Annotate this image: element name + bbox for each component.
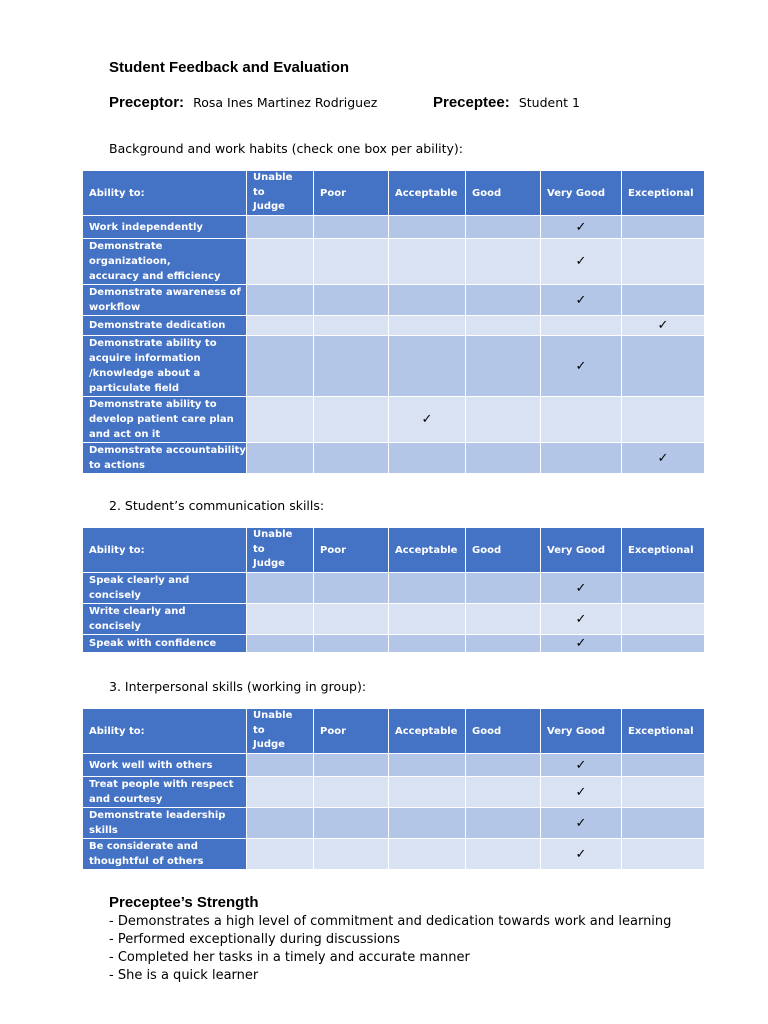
column-header-unable-to-judge [247, 171, 314, 216]
rating-cell-very-good[interactable] [541, 604, 622, 635]
preceptee-name: Student 1 [518, 95, 580, 110]
rating-cell-exceptional[interactable] [622, 336, 705, 397]
column-header-poor: Poor [314, 528, 389, 573]
header-line: to [253, 724, 265, 736]
table-row [83, 754, 705, 777]
rating-cell-exceptional[interactable] [622, 443, 705, 474]
ability-label-line: Be considerate and [89, 841, 198, 852]
table-row [83, 397, 705, 443]
rating-cell-very-good[interactable] [541, 808, 622, 839]
rating-cell-exceptional[interactable] [622, 216, 705, 239]
ability-label-line: Demonstrate accountability [89, 445, 246, 456]
check-mark-icon: ✓ [575, 580, 587, 596]
ability-label [83, 754, 247, 777]
table-row [83, 336, 705, 397]
rating-cell-unable[interactable] [247, 604, 314, 635]
ability-label-line: Demonstrate ability to [89, 338, 217, 349]
rating-cell-very-good[interactable] [541, 316, 622, 336]
column-header-unable-to-judge [247, 528, 314, 573]
rating-cell-unable[interactable] [247, 777, 314, 808]
ability-label-line: Write clearly and [89, 606, 186, 617]
column-header-poor: Poor [314, 709, 389, 754]
rating-cell-poor[interactable] [314, 336, 389, 397]
rating-cell-poor[interactable] [314, 573, 389, 604]
ability-label-line: Demonstrate leadership [89, 810, 226, 821]
check-mark-icon: ✓ [575, 784, 587, 800]
rating-cell-exceptional[interactable] [622, 604, 705, 635]
table-row [83, 573, 705, 604]
ability-label [83, 397, 247, 443]
column-header-ability: Ability to: [83, 528, 247, 573]
rating-cell-unable[interactable] [247, 754, 314, 777]
rating-cell-good[interactable] [466, 573, 541, 604]
rating-cell-exceptional[interactable] [622, 239, 705, 285]
ability-label-line: concisely [89, 621, 141, 632]
evaluation-table [82, 527, 705, 653]
rating-cell-poor[interactable] [314, 839, 389, 870]
rating-cell-exceptional[interactable] [622, 397, 705, 443]
ability-label-line: to actions [89, 460, 145, 471]
column-header-exceptional: Exceptional [622, 709, 705, 754]
header-row [83, 171, 705, 216]
check-mark-icon: ✓ [575, 254, 587, 269]
rating-cell-exceptional[interactable] [622, 316, 705, 336]
ability-label-line: Treat people with respect [89, 779, 234, 790]
preceptee-label: Preceptee: [433, 94, 510, 111]
table-row [83, 316, 705, 336]
column-header-acceptable: Acceptable [389, 171, 466, 216]
check-mark-icon: ✓ [575, 815, 587, 831]
check-mark-icon: ✓ [575, 846, 587, 862]
ability-label [83, 573, 247, 604]
column-header-exceptional: Exceptional [622, 528, 705, 573]
section-heading: Background and work habits (check one box per ability): [109, 141, 464, 156]
rating-cell-acceptable[interactable] [389, 285, 466, 316]
ability-label [83, 336, 247, 397]
check-mark-icon: ✓ [575, 757, 587, 773]
rating-cell-poor[interactable] [314, 239, 389, 285]
rating-cell-good[interactable] [466, 216, 541, 239]
rating-cell-very-good[interactable] [541, 573, 622, 604]
check-mark-icon: ✓ [575, 611, 587, 627]
table-row [83, 839, 705, 870]
ability-label-line: Work independently [89, 221, 203, 233]
rating-cell-very-good[interactable] [541, 839, 622, 870]
header-line: Judge [253, 739, 285, 751]
strength-item: - She is a quick learner [109, 968, 259, 983]
evaluation-table [82, 170, 705, 474]
header-line: to [253, 186, 265, 198]
rating-cell-good[interactable] [466, 239, 541, 285]
column-header-very-good: Very Good [541, 171, 622, 216]
rating-cell-exceptional[interactable] [622, 635, 705, 653]
column-header-very-good: Very Good [541, 528, 622, 573]
table-row [83, 239, 705, 285]
check-mark-icon: ✓ [657, 318, 669, 333]
rating-cell-acceptable[interactable] [389, 754, 466, 777]
rating-cell-unable[interactable] [247, 635, 314, 653]
rating-cell-very-good[interactable] [541, 397, 622, 443]
ability-label-line: Speak clearly and [89, 575, 190, 586]
ability-label-line: develop patient care plan [89, 414, 234, 425]
rating-cell-poor[interactable] [314, 808, 389, 839]
table-row [83, 604, 705, 635]
strengths-list [109, 913, 671, 985]
section-heading: 3. Interpersonal skills (working in group): [109, 679, 367, 694]
ability-label-line: and courtesy [89, 794, 163, 805]
strength-item: - Demonstrates a high level of commitment and dedication towards work and learning [109, 914, 672, 929]
check-mark-icon: ✓ [657, 450, 669, 466]
column-header-acceptable: Acceptable [389, 709, 466, 754]
rating-cell-acceptable[interactable] [389, 573, 466, 604]
column-header-good: Good [466, 709, 541, 754]
ability-label [83, 635, 247, 653]
rating-cell-unable[interactable] [247, 397, 314, 443]
rating-cell-acceptable[interactable] [389, 635, 466, 653]
preceptor-field [109, 92, 377, 111]
rating-cell-acceptable[interactable] [389, 604, 466, 635]
rating-cell-acceptable[interactable] [389, 808, 466, 839]
ability-label-line: Speak with confidence [89, 638, 217, 649]
rating-cell-exceptional[interactable] [622, 573, 705, 604]
ability-label-line: concisely [89, 590, 141, 601]
rating-cell-unable[interactable] [247, 216, 314, 239]
column-header-exceptional: Exceptional [622, 171, 705, 216]
page-title: Student Feedback and Evaluation [109, 59, 350, 76]
ability-label [83, 285, 247, 316]
rating-cell-exceptional[interactable] [622, 808, 705, 839]
ability-label-line: Demonstrate awareness of [89, 287, 241, 298]
ability-label-line: organizatioon, [89, 256, 171, 267]
rating-cell-very-good[interactable] [541, 635, 622, 653]
rating-cell-poor[interactable] [314, 635, 389, 653]
ability-label [83, 443, 247, 474]
rating-cell-acceptable[interactable] [389, 443, 466, 474]
rating-cell-good[interactable] [466, 443, 541, 474]
column-header-good: Good [466, 528, 541, 573]
rating-cell-acceptable[interactable] [389, 777, 466, 808]
rating-cell-acceptable[interactable] [389, 397, 466, 443]
rating-cell-good[interactable] [466, 336, 541, 397]
ability-label-line: workflow [89, 302, 141, 313]
rating-cell-exceptional[interactable] [622, 285, 705, 316]
rating-cell-very-good[interactable] [541, 336, 622, 397]
rating-cell-unable[interactable] [247, 316, 314, 336]
check-mark-icon: ✓ [575, 636, 587, 651]
rating-cell-good[interactable] [466, 808, 541, 839]
rating-cell-poor[interactable] [314, 777, 389, 808]
rating-cell-poor[interactable] [314, 285, 389, 316]
check-mark-icon: ✓ [575, 219, 587, 235]
ability-label-line: Work well with others [89, 759, 213, 771]
ability-label [83, 316, 247, 336]
table-row [83, 285, 705, 316]
table-row [83, 777, 705, 808]
rating-cell-acceptable[interactable] [389, 316, 466, 336]
rating-cell-good[interactable] [466, 777, 541, 808]
ability-label [83, 604, 247, 635]
rating-cell-exceptional[interactable] [622, 754, 705, 777]
rating-cell-poor[interactable] [314, 443, 389, 474]
header-line: Judge [253, 201, 285, 213]
ability-label-line: Demonstrate dedication [89, 320, 226, 331]
ability-label-line: accuracy and efficiency [89, 271, 221, 282]
column-header-very-good: Very Good [541, 709, 622, 754]
preceptor-name: Rosa Ines Martinez Rodriguez [193, 95, 378, 110]
rating-cell-poor[interactable] [314, 604, 389, 635]
participants-row [109, 92, 709, 114]
header-line: Unable [253, 710, 293, 722]
rating-cell-unable[interactable] [247, 573, 314, 604]
rating-cell-poor[interactable] [314, 397, 389, 443]
header-line: Unable [253, 172, 293, 184]
rating-cell-very-good[interactable] [541, 216, 622, 239]
ability-label-line: and act on it [89, 429, 161, 440]
table-row [83, 808, 705, 839]
preceptor-label: Preceptor: [109, 94, 185, 111]
rating-cell-unable[interactable] [247, 336, 314, 397]
header-line: Unable [253, 529, 293, 541]
ability-label-line: Demonstrate [89, 241, 163, 252]
ability-label-line: thoughtful of others [89, 856, 204, 867]
ability-label [83, 216, 247, 239]
rating-cell-good[interactable] [466, 839, 541, 870]
column-header-unable-to-judge [247, 709, 314, 754]
rating-cell-good[interactable] [466, 285, 541, 316]
rating-cell-acceptable[interactable] [389, 839, 466, 870]
rating-cell-very-good[interactable] [541, 777, 622, 808]
column-header-ability: Ability to: [83, 171, 247, 216]
rating-cell-good[interactable] [466, 604, 541, 635]
ability-label-line: acquire information [89, 353, 201, 364]
rating-cell-very-good[interactable] [541, 754, 622, 777]
ability-label [83, 808, 247, 839]
rating-cell-good[interactable] [466, 635, 541, 653]
rating-cell-unable[interactable] [247, 839, 314, 870]
rating-cell-poor[interactable] [314, 216, 389, 239]
check-mark-icon: ✓ [421, 412, 433, 427]
strengths-title: Preceptee’s Strength [109, 894, 259, 911]
rating-cell-very-good[interactable] [541, 239, 622, 285]
column-header-poor: Poor [314, 171, 389, 216]
ability-label-line: particulate field [89, 383, 180, 394]
check-mark-icon: ✓ [575, 358, 587, 374]
section-heading: 2. Student’s communication skills: [109, 498, 325, 513]
table-row [83, 216, 705, 239]
ability-label [83, 239, 247, 285]
rating-cell-poor[interactable] [314, 754, 389, 777]
check-mark-icon: ✓ [575, 292, 587, 308]
column-header-ability: Ability to: [83, 709, 247, 754]
header-row [83, 709, 705, 754]
ability-label-line: skills [89, 825, 118, 836]
rating-cell-unable[interactable] [247, 443, 314, 474]
rating-cell-acceptable[interactable] [389, 336, 466, 397]
evaluation-table [82, 708, 705, 870]
preceptee-field [433, 92, 580, 111]
rating-cell-very-good[interactable] [541, 443, 622, 474]
table-row [83, 443, 705, 474]
strength-item: - Performed exceptionally during discussions [109, 932, 401, 947]
rating-cell-poor[interactable] [314, 316, 389, 336]
header-line: Judge [253, 558, 285, 570]
rating-cell-unable[interactable] [247, 808, 314, 839]
ability-label [83, 777, 247, 808]
rating-cell-acceptable[interactable] [389, 216, 466, 239]
ability-label [83, 839, 247, 870]
table-row [83, 635, 705, 653]
column-header-acceptable: Acceptable [389, 528, 466, 573]
header-row [83, 528, 705, 573]
strength-item: - Completed her tasks in a timely and accurate manner [109, 950, 470, 965]
rating-cell-good[interactable] [466, 316, 541, 336]
header-line: to [253, 543, 265, 555]
column-header-good: Good [466, 171, 541, 216]
rating-cell-very-good[interactable] [541, 285, 622, 316]
ability-label-line: Demonstrate ability to [89, 399, 217, 410]
rating-cell-unable[interactable] [247, 285, 314, 316]
rating-cell-good[interactable] [466, 397, 541, 443]
rating-cell-good[interactable] [466, 754, 541, 777]
rating-cell-exceptional[interactable] [622, 777, 705, 808]
ability-label-line: /knowledge about a [89, 368, 201, 379]
rating-cell-unable[interactable] [247, 239, 314, 285]
rating-cell-exceptional[interactable] [622, 839, 705, 870]
rating-cell-acceptable[interactable] [389, 239, 466, 285]
